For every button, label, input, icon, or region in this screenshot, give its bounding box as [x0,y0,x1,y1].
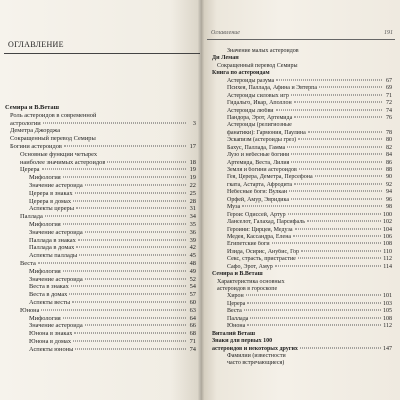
toc-entry [212,100,392,107]
toc-entry [5,260,196,268]
toc-entry-title: Лузо и небесные богини [227,152,290,159]
toc-entry [212,145,392,152]
header-rule [4,53,200,54]
dot-leader [315,176,382,177]
toc-entry-page: 72 [386,100,392,107]
toc-entry [212,197,392,204]
toc-entry [212,212,392,219]
toc-entry [5,198,196,206]
right-page-header [207,30,395,42]
toc-entry-page: 28 [189,197,196,205]
toc-entry-title: Паллада [227,315,249,322]
toc-entry [212,331,392,338]
toc-entry [212,360,392,367]
toc-entry [5,104,196,112]
toc-entry [5,205,196,213]
toc-entry-title: Веста в домах [29,291,68,299]
toc-entry-page: 74 [386,107,392,114]
toc-entry-page: 68 [189,330,196,338]
toc-entry [212,219,392,226]
toc-entry-title: Ланселот, Галахад, Парсифаль [227,219,305,226]
dot-leader [247,325,381,326]
toc-entry-title: Сокращенный перевод Семиры [10,135,96,143]
toc-entry [212,189,392,196]
toc-entry [212,264,392,271]
toc-entry-title: Паллада в знаках [29,236,76,244]
toc-entry [212,108,392,115]
toc-entry [5,166,196,174]
right-page-title: Оглавление [211,30,240,36]
toc-entry-page: 112 [383,256,392,263]
toc-entry-page: 90 [386,174,392,181]
toc-entry [212,130,392,137]
dot-leader [299,169,382,170]
toc-entry-page: 36 [189,228,196,236]
toc-entry [212,152,392,159]
toc-entry-page: 84 [386,152,392,159]
toc-entry-page: 114 [383,263,392,270]
toc-entry [5,221,196,229]
toc-entry [5,276,196,284]
left-page-header [4,40,200,54]
toc-entry-page: 45 [189,252,196,260]
toc-entry-title: Мифология [29,220,61,228]
toc-entry-title: Виталий Веташ [212,330,256,337]
toc-entry-title: Гея, Церера, Деметра, Персефона [227,174,313,181]
toc-entry-title: Семира и В.Веташ [5,104,59,111]
toc-entry [5,182,196,190]
toc-entry-page: 101 [383,293,392,300]
dot-leader [287,146,382,147]
right-toc-list [212,48,392,368]
toc-entry-title: Паллада в домах [29,244,75,252]
toc-entry-title: Мифология [29,267,61,275]
toc-entry [212,204,392,211]
toc-entry-page: 17 [189,142,196,150]
toc-entry-title: Значение астероида [29,275,83,283]
toc-entry [212,63,392,70]
dot-leader [63,223,186,224]
toc-entry-title: Хирон [227,293,244,300]
toc-entry-title: Аспекты весты [29,298,71,306]
toc-entry-title: Знаки для первых 100 [212,338,273,345]
header-rule [207,39,395,40]
dot-leader [64,145,186,146]
toc-entry-title: Юнона в домах [29,337,72,345]
toc-entry-title: Паллада [20,213,43,221]
toc-entry-page: 103 [383,300,392,307]
dot-leader [291,154,382,155]
toc-entry-title: Церера [227,300,246,307]
dot-leader [272,243,381,244]
toc-entry-page: 25 [189,189,196,197]
toc-entry [212,227,392,234]
toc-entry-page: 78 [386,129,392,136]
toc-entry [5,237,196,245]
toc-entry-page: 19 [189,174,196,182]
dot-leader [291,198,382,199]
toc-entry-page: 35 [189,220,196,228]
dot-leader [244,310,381,311]
toc-entry [212,122,392,129]
toc-entry-page: 42 [189,244,196,252]
dot-leader [289,191,382,192]
toc-entry [5,143,196,151]
toc-entry [212,323,392,330]
toc-entry [212,256,392,263]
dot-leader [275,265,381,266]
toc-entry-page: 147 [383,345,392,352]
toc-entry [5,190,196,198]
toc-entry [5,229,196,237]
toc-entry-title: Веста в знаках [29,283,69,291]
toc-entry-title: Юнона [227,323,246,330]
dot-leader [45,216,186,217]
toc-entry-title: Мифология [29,314,61,322]
toc-entry-title: Веста [227,308,242,315]
toc-entry [212,249,392,256]
toc-entry-title: Мифология [29,174,61,182]
toc-entry-title: Церера в домах [29,197,72,205]
toc-entry-page: 18 [189,158,196,166]
toc-entry-title: фанатики): Гармония, Паулина [227,129,306,136]
dot-leader [85,184,186,185]
toc-entry [5,307,196,315]
toc-entry-title: Эскапизм (астероиды грез) [227,137,297,144]
toc-entry-page: 108 [383,241,392,248]
toc-entry-page: 100 [383,211,392,218]
toc-entry-title: Муза [227,204,241,211]
toc-entry-page: 82 [386,144,392,151]
dot-leader [69,294,186,295]
toc-entry [5,268,196,276]
dot-leader [246,295,381,296]
dot-leader [63,270,186,271]
toc-entry-page: 96 [386,196,392,203]
toc-entry-title: Орфей, Амур, Эвридика [227,196,289,203]
book-gutter [198,0,204,400]
dot-leader [294,116,382,117]
toc-entry [212,241,392,248]
toc-entry-title: астероидов в гороскопе [217,286,278,292]
toc-entry-title: астероидов и некоторых других [212,345,298,352]
dot-leader [63,317,186,318]
dot-leader [301,250,381,251]
right-page [201,0,400,400]
toc-entry-page: 76 [386,114,392,121]
toc-entry-page: 39 [189,236,196,244]
dot-leader [75,192,186,193]
toc-entry-title: Сафо, Эрот, Амур [227,263,273,270]
toc-entry-title: Секс, страсть, пристрастие [227,256,296,263]
toc-entry-title: Герои: Одиссей, Артур [227,211,286,218]
dot-leader [242,206,382,207]
toc-entry-title: Аспекты цереры [29,205,75,213]
toc-entry-page: 64 [189,314,196,322]
toc-entry-title: Книга по астероидам [212,70,270,77]
dot-leader [276,79,382,80]
dot-leader [294,102,382,103]
toc-entry [212,338,392,345]
toc-entry [5,252,196,260]
toc-entry [212,93,392,100]
toc-entry-page: 94 [386,189,392,196]
dot-leader [71,286,186,287]
toc-entry-title: Артемида, Веста, Лилия [227,159,290,166]
toc-entry-title: Изида, Осирис, Анубис, Гор [227,248,300,255]
toc-entry-page: 105 [383,308,392,315]
toc-entry-title: Аспекты паллады [29,252,78,260]
toc-entry [5,151,196,159]
toc-entry-page: 34 [189,213,196,221]
toc-entry [212,182,392,189]
dot-leader [63,177,186,178]
dot-leader [298,258,381,259]
dot-leader [85,325,186,326]
toc-entry [5,112,196,120]
dot-leader [43,122,186,123]
toc-entry-title: Астероиды любви [227,107,274,114]
toc-entry [5,244,196,252]
dot-leader [298,139,382,140]
toc-entry [5,213,196,221]
dot-leader [250,317,381,318]
dot-leader [85,231,186,232]
dot-leader [76,208,186,209]
toc-entry-title: Египетские боги [227,241,270,248]
toc-entry-title: Сокращенный перевод Семиры [217,62,298,69]
toc-entry-page: 48 [189,259,196,267]
dot-leader [276,109,383,110]
toc-entry-title: Семира и В.Веташ [212,271,263,278]
dot-leader [247,302,381,303]
toc-entry [5,120,196,128]
toc-entry [5,346,196,354]
toc-entry-page: 108 [383,315,392,322]
dot-leader [85,278,186,279]
dot-leader [75,348,186,349]
toc-entry-title: Астероиды силовых игр [227,92,289,99]
toc-entry-title: Характеристика основных [217,278,285,285]
dot-leader [79,255,186,256]
toc-entry [212,353,392,360]
toc-entry [212,316,392,323]
toc-entry [5,135,196,143]
toc-entry [212,286,392,293]
toc-entry-title: Земля и богини астероидов [227,167,297,173]
toc-entry-page: 92 [386,181,392,188]
toc-entry-title: Фамилии (известности [227,352,286,359]
toc-entry [212,234,392,241]
toc-entry [212,48,392,55]
left-page-title: ОГЛАВЛЕНИЕ [8,40,64,49]
toc-entry [212,78,392,85]
toc-entry [212,279,392,286]
toc-entry-page: 54 [189,283,196,291]
toc-entry [212,308,392,315]
dot-leader [295,228,381,229]
toc-entry-title: Юнона в знаках [29,330,73,338]
dot-leader [73,340,186,341]
toc-entry-page: 22 [189,181,196,189]
toc-entry-title: Значение астероида [29,181,83,189]
toc-entry-title: Значение астероида [29,228,83,236]
toc-entry-title: Небесные боги: Вулкан [227,189,288,196]
dot-leader [294,183,382,184]
toc-entry-title: Церера [20,166,40,174]
toc-entry-title: Церера в знаках [29,189,73,197]
toc-entry-page: 106 [383,233,392,240]
toc-entry [5,330,196,338]
toc-entry-title: Бахус, Паллада, Гамма [227,144,286,151]
toc-entry-title: Героини: Цирцея, Медуза [227,226,293,233]
toc-entry [212,167,392,174]
toc-entry-title: Ди Леман [212,55,239,62]
toc-entry-title: гката, Астарта, Афродита [227,181,293,188]
toc-entry [5,174,196,182]
dot-leader [38,262,186,263]
toc-entry-title: часто встречающиеся) [227,360,285,367]
toc-entry-page: 110 [383,248,392,255]
toc-entry-page: 67 [386,77,392,84]
toc-entry-title: Аспекты юноны [29,345,74,353]
toc-entry-page: 102 [383,219,392,226]
dot-leader [293,235,381,236]
dot-leader [72,301,186,302]
toc-entry [5,322,196,330]
dot-leader [300,347,381,348]
toc-entry-page: 80 [386,137,392,144]
toc-entry-title: Медея, Кассандра, Елена [227,233,292,240]
toc-entry-page: 98 [386,204,392,211]
left-toc-list [5,104,196,354]
toc-entry [212,70,392,77]
toc-entry-page: 52 [189,275,196,283]
toc-entry-page: 86 [386,159,392,166]
toc-entry [5,315,196,323]
toc-entry [5,127,196,135]
toc-entry-page: 3 [192,119,196,127]
toc-entry [5,299,196,307]
toc-entry-title: Астероиды (религиозные [227,122,292,129]
toc-entry-title: Юнона [20,306,40,314]
toc-entry-title: Роль астероидов в современной [10,111,97,119]
toc-entry [212,301,392,308]
dot-leader [107,161,186,162]
dot-leader [291,94,382,95]
toc-entry-page: 66 [189,322,196,330]
toc-entry-title: Основные функции четырех [20,150,98,158]
dot-leader [76,247,186,248]
right-page-number: 191 [384,30,393,36]
toc-entry-title: Значение астероида [29,322,83,330]
toc-entry-page: 49 [189,267,196,275]
dot-leader [42,169,186,170]
toc-entry-page: 60 [189,298,196,306]
toc-entry [212,271,392,278]
toc-entry-page: 31 [189,205,196,213]
toc-entry-title: астрологии [10,119,41,127]
toc-entry-page: 71 [386,92,392,99]
toc-entry-title: Психея, Паллада, Афина и Эвтерпа [227,85,317,92]
toc-entry [212,293,392,300]
dot-leader [307,221,381,222]
toc-entry [212,115,392,122]
toc-entry [212,137,392,144]
toc-entry [212,174,392,181]
toc-entry-page: 69 [386,85,392,92]
toc-entry [5,338,196,346]
toc-entry-title: Богини астероидов [10,142,62,150]
toc-entry-title: Пандора, Эрот, Артемида [227,114,293,121]
toc-entry-page: 104 [383,226,392,233]
toc-entry [212,160,392,167]
toc-entry [5,283,196,291]
toc-entry-page: 19 [189,166,196,174]
toc-entry-title: Веста [20,259,36,267]
toc-entry-title: Астероиды разума [227,77,275,84]
toc-entry [212,346,392,353]
toc-entry-page: 88 [386,167,392,173]
toc-entry-page: 57 [189,291,196,299]
dot-leader [78,239,186,240]
toc-entry [5,159,196,167]
dot-leader [73,200,186,201]
toc-entry [5,291,196,299]
toc-entry-page: 74 [189,345,196,353]
toc-entry [212,55,392,62]
toc-entry-page: 112 [383,323,392,330]
toc-entry-title: Деметра Джорджа [10,127,61,135]
dot-leader [41,309,186,310]
dot-leader [74,333,186,334]
toc-entry-title: Гидальго, Икар, Аполлон [227,100,292,107]
dot-leader [308,131,382,132]
dot-leader [291,161,382,162]
toc-entry-page: 71 [189,337,196,345]
dot-leader [319,87,382,88]
dot-leader [288,213,381,214]
toc-entry-title: наиболее значимых астероидов [20,158,106,166]
toc-entry [212,85,392,92]
toc-entry-title: Значение малых астероидов [227,48,299,54]
toc-entry-page: 63 [189,306,196,314]
